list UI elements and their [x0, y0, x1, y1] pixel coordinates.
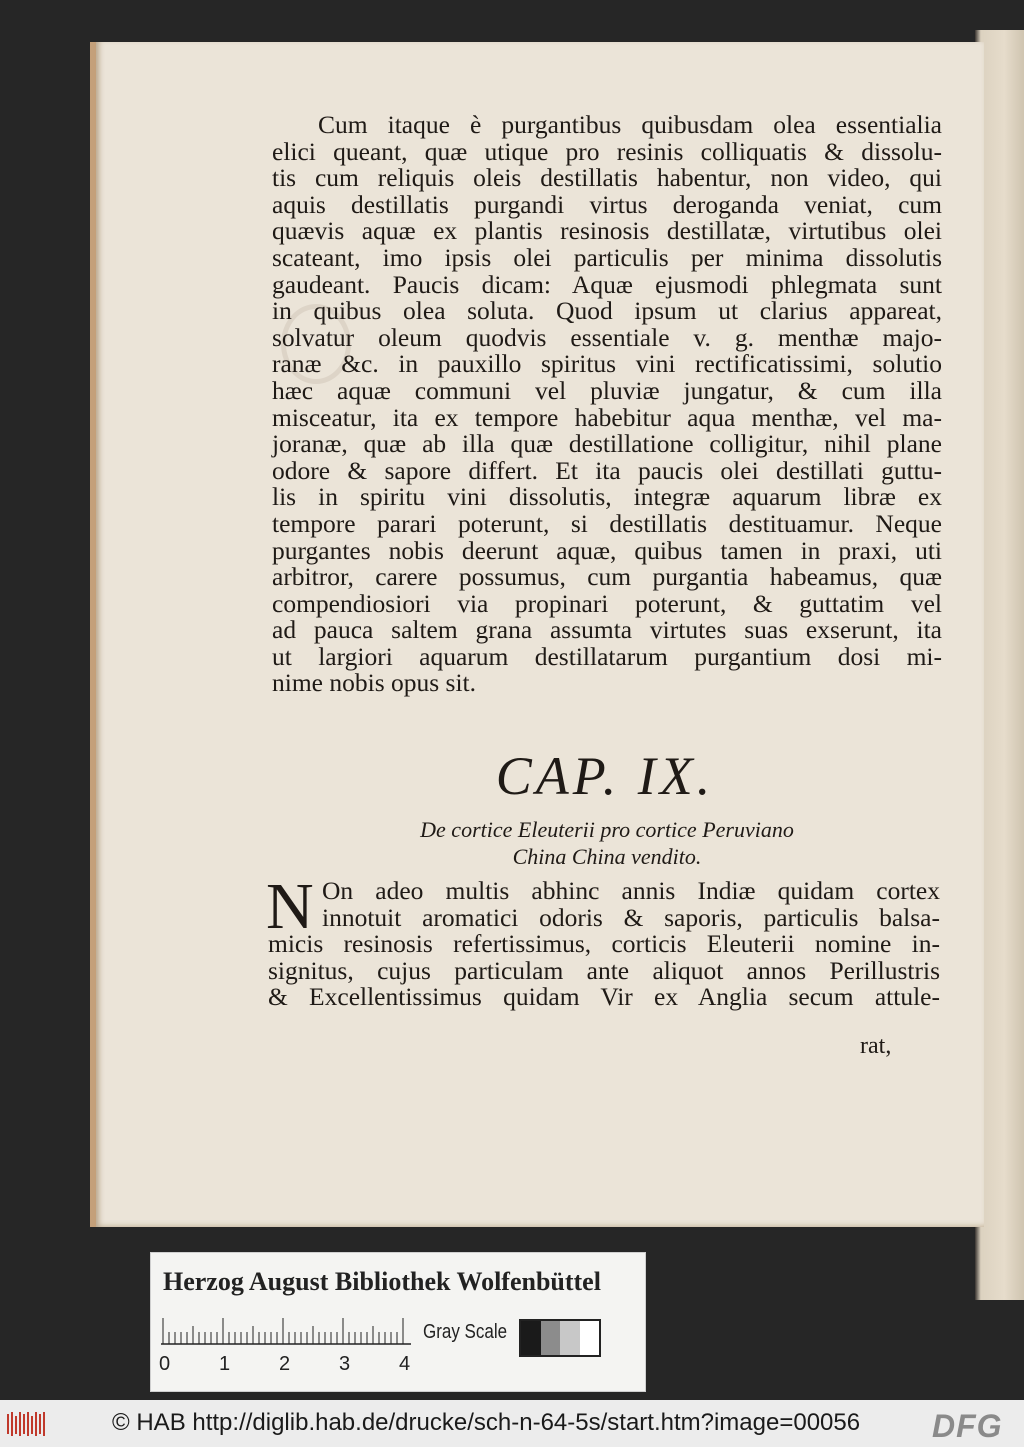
text-line: odore & sapore differt. Et ita paucis olei destillati guttu- — [272, 455, 942, 485]
text-line: & Excellentissimus quidam Vir ex Anglia secum attule- — [268, 982, 940, 1012]
paragraph-2 — [266, 870, 940, 1012]
ruler-number: 2 — [279, 1353, 291, 1375]
text-line: arbitror, carere possumus, cum purgantia habeamus, quæ — [272, 562, 942, 592]
ruler-ticks — [161, 1317, 411, 1345]
text-line: scateant, imo ipsis olei particulis per minima dissolutis — [272, 242, 942, 272]
text-line: aquis destillatis purgandi virtus deroganda veniat, cum — [272, 189, 942, 219]
drop-capital: N — [266, 870, 314, 943]
gray-swatch — [541, 1321, 561, 1355]
ruler-number: 1 — [219, 1353, 231, 1375]
gray-swatch — [560, 1321, 580, 1355]
text-line: quævis aquæ ex plantis resinosis destillatæ, virtutibus olei — [272, 216, 942, 246]
text-line: hæc aquæ communi vel pluviæ jungatur, & cum illa — [272, 375, 942, 405]
catchword: rat, — [860, 1033, 892, 1059]
barcode-icon — [6, 1410, 46, 1438]
text-line: misceatur, ita ex tempore habebitur aqua menthæ, vel ma- — [272, 402, 942, 432]
text-line: in quibus olea soluta. Quod ipsum ut clarius appareat, — [272, 296, 942, 326]
gray-scale-label: Gray Scale — [423, 1321, 508, 1343]
text-line: joranæ, quæ ab illa quæ destillatione colligitur, nihil plane — [272, 429, 942, 459]
copyright-url: © HAB http://diglib.hab.de/drucke/sch-n-64-5s/start.htm?image=00056 — [112, 1409, 861, 1436]
text-line: On adeo multis abhinc annis Indiæ quidam cortex — [322, 876, 940, 905]
text-line: elici queant, quæ utique pro resinis colliquatis & dissolu- — [272, 136, 942, 166]
paragraph-1 — [272, 112, 942, 697]
library-label-card — [150, 1252, 646, 1392]
dfg-logo: DFG — [932, 1408, 1003, 1444]
text-line: micis resinosis refertissimus, corticis Eleuterii nomine in- — [268, 929, 940, 959]
text-line: nime nobis opus sit. — [272, 668, 477, 698]
chapter-subtitle — [272, 816, 942, 870]
chapter-heading: CAP. IX. — [495, 746, 715, 806]
text-line: lis in spiritu vini dissolutis, integræ aquarum libræ ex — [272, 482, 942, 512]
ruler-number: 3 — [339, 1353, 351, 1375]
ruler-scale — [161, 1317, 411, 1345]
text-line: purgantes nobis deerunt aquæ, quibus tamen in praxi, uti — [272, 535, 942, 565]
text-line: ad pauca saltem grana assumta virtutes suas exserunt, ita — [272, 615, 942, 645]
ruler-number: 4 — [399, 1353, 411, 1375]
ruler-number: 0 — [159, 1353, 171, 1375]
text-line: solvatur oleum quodvis essentiale v. g. menthæ majo- — [272, 322, 942, 352]
subtitle-line-2: China China vendito. — [512, 844, 702, 869]
text-line: ut largiori aquarum destillatarum purgantium dosi mi- — [272, 641, 942, 671]
subtitle-line-1: De cortice Eleuterii pro cortice Peruviano — [420, 817, 794, 842]
text-line: gaudeant. Paucis dicam: Aquæ ejusmodi phlegmata sunt — [272, 269, 942, 299]
text-line: Cum itaque è purgantibus quibusdam olea essentialia — [318, 110, 942, 139]
footer-bar — [0, 1400, 1024, 1447]
gray-swatch — [521, 1321, 541, 1355]
text-line: tempore parari poterunt, si destillatis destituamur. Neque — [272, 508, 942, 538]
gray-scale-swatches — [519, 1319, 601, 1357]
text-line: ranæ &c. in pauxillo spiritus vini rectificatissimi, solutio — [272, 349, 942, 379]
gray-swatch — [580, 1321, 600, 1355]
library-name: Herzog August Bibliothek Wolfenbüttel — [163, 1267, 601, 1296]
text-line: tis cum reliquis oleis destillatis habentur, non video, qui — [272, 163, 942, 193]
text-line: signitus, cujus particulam ante aliquot annos Perillustris — [268, 955, 940, 985]
text-line: compendiosiori via propinari poterunt, & guttatim vel — [272, 588, 942, 618]
text-line: innotuit aromatici odoris & saporis, particulis balsa- — [322, 902, 940, 932]
